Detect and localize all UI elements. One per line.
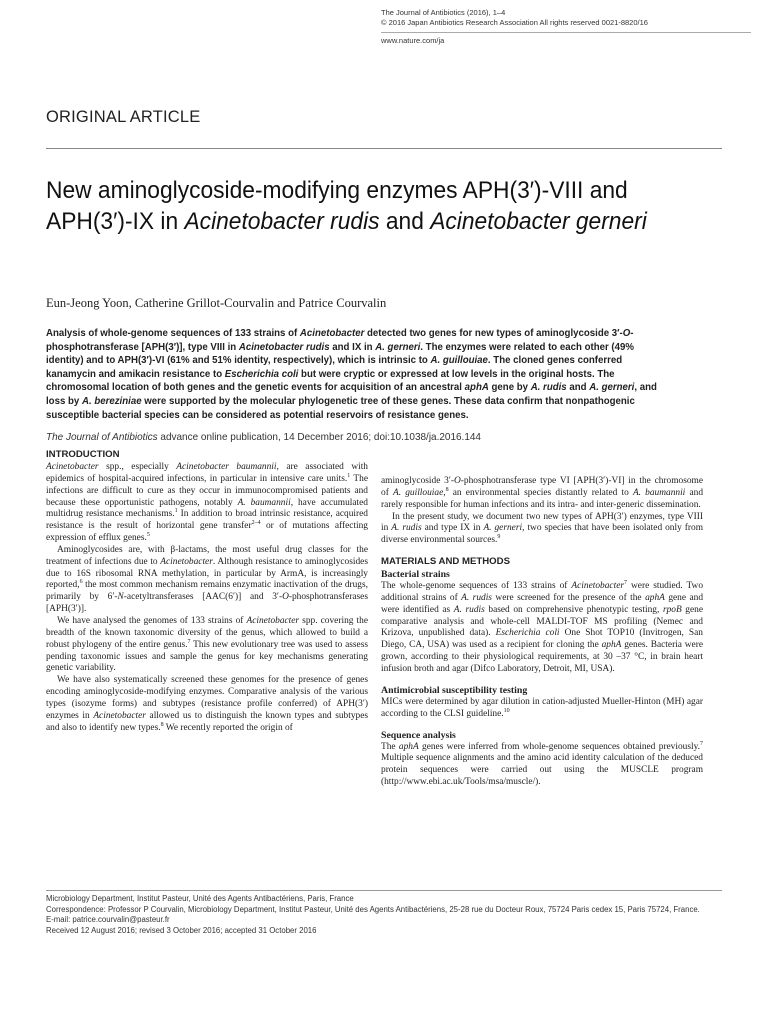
italic-term: aphA bbox=[645, 592, 665, 603]
text-run: . Although resistance to aminoglycosides due to 16S ribosomal RNA methylation, in particular by ArmA, is increasingly reported, bbox=[46, 556, 368, 591]
italic-term: Acinetobacter rudis bbox=[238, 340, 330, 353]
text-run: but were cryptic or expressed at low levels in the original hosts. The chromosomal location of both genes and the genetic events for acquisition of an ancestral bbox=[46, 367, 615, 394]
reference-number: 8 bbox=[445, 486, 449, 493]
reference-number: 9 bbox=[497, 534, 501, 541]
italic-term: Acinetobacter bbox=[160, 556, 213, 567]
email-note[interactable]: E-mail: patrice.courvalin@pasteur.fr bbox=[46, 915, 170, 925]
text-run: , two species that have been isolated only from diverse environmental sources. bbox=[381, 523, 703, 546]
methods-heading: MATERIALS AND METHODS bbox=[381, 556, 510, 568]
italic-term: aphA bbox=[464, 381, 489, 394]
text-run: In addition to broad intrinsic resistance, acquired resistance is the result of horizontal gene transfer bbox=[46, 509, 368, 532]
text-run: In the present study, we document two new types of APH(3′) enzymes, type VIII in bbox=[381, 511, 703, 534]
reference-number: 1 bbox=[347, 472, 351, 479]
article-title bbox=[46, 175, 688, 237]
title-divider bbox=[46, 148, 722, 149]
text-run: gene comparative analysis and whole-cell MALDI-TOF MS profiling (Nemec and Krizova, unpublished data). bbox=[381, 604, 703, 639]
affiliation-note: Microbiology Department, Institut Pasteur, Unité des Agents Antibactériens, Paris, France bbox=[46, 894, 354, 903]
reference-number: 7 bbox=[624, 579, 628, 586]
header-divider bbox=[381, 32, 751, 33]
text-run: gene by bbox=[488, 381, 531, 394]
bacterial-strains-text bbox=[381, 581, 703, 676]
copyright-line: © 2016 Japan Antibiotics Research Association All rights reserved 0021-8820/16 bbox=[381, 18, 648, 27]
reference-number: 6 bbox=[79, 579, 83, 586]
text-run: and bbox=[566, 381, 590, 394]
text-run: Aminoglycosides are, with β-lactams, the most useful drug classes for the treatment of infections due to bbox=[46, 544, 368, 567]
italic-term: A. gerneri bbox=[483, 523, 523, 534]
body-paragraph bbox=[46, 545, 368, 616]
italic-term: Escherichia coli bbox=[495, 628, 560, 639]
italic-term: N bbox=[117, 592, 124, 603]
body-paragraph bbox=[381, 512, 703, 548]
reference-number: 1 bbox=[174, 508, 178, 515]
introduction-heading: INTRODUCTION bbox=[46, 449, 120, 460]
text-run: genes. Bacteria were grown, according to their physiological requirements, at 30 –37 °C, in brain heart infusion broth and agar (Difco Laboratory, Detroit, MI, USA). bbox=[381, 640, 703, 674]
text-run: based on comprehensive phenotypic testing, bbox=[484, 604, 663, 615]
text-run: were supported by the molecular phylogenetic tree of these genes. These data confirm that nonpathogenic susceptible bacterial species can be considered as potential reservoirs of resistance genes. bbox=[46, 394, 635, 421]
italic-term: aphA bbox=[398, 741, 419, 752]
text-run: the most common mechanism remains enzymatic inactivation of the drugs, primarily by 6′- bbox=[46, 580, 368, 603]
text-run: and IX in bbox=[329, 340, 376, 353]
italic-term: Acinetobacter bbox=[299, 327, 365, 339]
italic-term: A. rudis bbox=[453, 604, 485, 615]
italic-term: A. rudis bbox=[530, 381, 567, 394]
journal-citation-line: The Journal of Antibiotics (2016), 1–4 bbox=[381, 8, 506, 17]
italic-term: A. guillouiae bbox=[392, 487, 444, 498]
abstract bbox=[46, 327, 668, 422]
antimicrobial-testing-heading: Antimicrobial susceptibility testing bbox=[381, 684, 528, 696]
text-run: , bbox=[443, 487, 446, 498]
body-paragraph bbox=[46, 462, 368, 545]
italic-term: A. baumannii bbox=[237, 497, 291, 508]
italic-term: A. baumannii bbox=[632, 487, 686, 498]
reference-number: 8 bbox=[160, 721, 164, 728]
text-run: and type IX in bbox=[421, 523, 484, 534]
introduction-body bbox=[46, 462, 368, 734]
italic-term: O bbox=[282, 592, 289, 603]
italic-term: Escherichia coli bbox=[224, 367, 299, 380]
text-run: We have also systematically screened these genomes for the presence of genes encoding aminoglycoside-modifying enzymes. Comparative analysis of the various types (isozyme forms) and subtypes (resistance profile conferred) of APH(3′) enzymes in bbox=[46, 675, 368, 721]
article-citation bbox=[46, 431, 688, 444]
footnote-divider bbox=[46, 890, 722, 891]
text-run: spp., especially bbox=[98, 462, 177, 472]
italic-term: O bbox=[454, 476, 461, 486]
italic-term: O bbox=[622, 327, 631, 339]
text-run: . The enzymes were related to each other (49% identity) and to APH(3′)-VI (61% and 51% identity, respectively), which is intrinsic to bbox=[46, 340, 634, 367]
reference-number: 10 bbox=[503, 707, 510, 714]
text-run: Multiple sequence alignments and the amino acid identity calculation of the deduced protein sequences were carried out using the MUSCLE program (http://www.ebi.ac.uk/Tools/msa/muscle/). bbox=[381, 753, 703, 788]
article-type: ORIGINAL ARTICLE bbox=[46, 108, 201, 126]
text-run: One Shot TOP10 (Invitrogen, San Diego, CA, USA) was used as a recipient for cloning the bbox=[381, 628, 703, 651]
text-run: , and loss by bbox=[46, 381, 657, 407]
reference-number: 2–4 bbox=[251, 520, 261, 527]
text-run: This new evolutionary tree was used to assess pending taxonomic issues and sample the genus for key mechanisms generating genetic variability. bbox=[46, 639, 368, 674]
text-run: an environmental species distantly related to bbox=[448, 487, 633, 498]
italic-term: A. rudis bbox=[391, 523, 422, 534]
italic-term: Acinetobacter baumannii bbox=[176, 462, 277, 472]
left-column bbox=[46, 449, 368, 734]
right-column bbox=[381, 476, 703, 789]
sequence-analysis-heading: Sequence analysis bbox=[381, 729, 456, 741]
text-run: The whole-genome sequences of 133 strains of bbox=[381, 581, 572, 592]
title-species-rudis: Acinetobacter rudis bbox=[184, 208, 380, 235]
text-run: detected two genes for new types of aminoglycoside 3′- bbox=[364, 327, 623, 339]
italic-term: A. gerneri bbox=[589, 381, 635, 394]
reference-number: 7 bbox=[187, 638, 191, 645]
text-run: and rarely responsible for human infections and its intra- and inter-generic dissemination. bbox=[381, 487, 704, 510]
text-run: spp. covering the breadth of the known taxonomic diversity of the genus, which allowed to build a robust phylogeny of the entire genus. bbox=[46, 615, 368, 650]
text-run: . The cloned genes conferred kanamycin and amikacin resistance to bbox=[46, 354, 623, 380]
italic-term: A. guillouiae bbox=[430, 354, 488, 367]
citation-details: advance online publication, 14 December 2016; doi:10.1038/ja.2016.144 bbox=[157, 431, 481, 443]
journal-header bbox=[381, 8, 751, 46]
text-run: -phosphotransferases [APH(3′)]. bbox=[46, 592, 368, 615]
italic-term: A. rudis bbox=[461, 592, 492, 603]
italic-term: aphA bbox=[601, 640, 622, 651]
citation-journal: The Journal of Antibiotics bbox=[46, 431, 158, 443]
body-paragraph bbox=[46, 616, 368, 675]
italic-term: Acinetobacter bbox=[93, 710, 146, 721]
italic-term: Acinetobacter bbox=[246, 615, 300, 626]
text-run: aminoglycoside 3′- bbox=[381, 476, 455, 486]
text-run: were screened for the presence of the bbox=[491, 592, 646, 603]
author-list: Eun-Jeong Yoon, Catherine Grillot-Courvalin and Patrice Courvalin bbox=[46, 296, 387, 310]
reference-number: 7 bbox=[700, 740, 704, 747]
text-run: Analysis of whole-genome sequences of 133 strains of bbox=[46, 327, 300, 339]
footnotes bbox=[46, 894, 726, 936]
italic-term: Acinetobacter bbox=[571, 581, 625, 592]
text-run: -phosphotransferase type VI [APH(3′)-VI] in the chromosome of bbox=[381, 476, 703, 498]
section-spacer bbox=[381, 721, 703, 730]
text-run: , have accumulated multidrug resistance mechanisms. bbox=[46, 497, 368, 520]
text-run: genes were inferred from whole-genome sequences obtained previously. bbox=[418, 741, 701, 752]
text-run: We recently reported the origin of bbox=[163, 722, 293, 733]
text-run: allowed us to distinguish the known types and subtypes and also to identify new types. bbox=[46, 710, 369, 733]
title-text-part1: New aminoglycoside-modifying enzymes APH(3′)-VIII and APH(3′)-IX in bbox=[46, 177, 628, 235]
body-paragraph bbox=[381, 476, 703, 512]
italic-term: Acinetobacter bbox=[46, 462, 99, 472]
body-paragraph bbox=[46, 675, 368, 734]
text-run: MICs were determined by agar dilution in cation-adjusted Mueller-Hinton (MH) agar according to the CLSI guideline. bbox=[381, 696, 703, 719]
italic-term: A. bereziniae bbox=[81, 394, 142, 407]
title-species-gerneri: Acinetobacter gerneri bbox=[430, 208, 647, 235]
text-run: -phosphotransferase [APH(3′)], type VIII in bbox=[46, 327, 634, 353]
reference-number: 5 bbox=[146, 531, 150, 538]
text-run: or of mutations affecting expression of efflux genes. bbox=[46, 521, 368, 544]
italic-term: rpoB bbox=[662, 604, 682, 615]
italic-term: A. gerneri bbox=[375, 340, 421, 353]
bacterial-strains-heading: Bacterial strains bbox=[381, 569, 450, 581]
introduction-continued bbox=[381, 476, 703, 547]
title-text-part2: and bbox=[379, 208, 431, 235]
section-spacer bbox=[381, 676, 703, 685]
correspondence-note: Correspondence: Professor P Courvalin, Microbiology Department, Institut Pasteur, Unité des Agents Antibactériens, 25-28 rue du Docteur Roux, 75724 Paris cedex 15, Paris 75724, France. bbox=[46, 904, 700, 914]
journal-url[interactable]: www.nature.com/ja bbox=[381, 36, 445, 45]
text-run: were studied. Two additional strains of bbox=[381, 581, 704, 603]
received-dates-note: Received 12 August 2016; revised 3 October 2016; accepted 31 October 2016 bbox=[46, 925, 317, 935]
text-run: , are associated with epidemics of hospital-acquired infections, in particular in intensive care units. bbox=[46, 462, 368, 484]
section-spacer bbox=[381, 547, 703, 556]
antimicrobial-testing-text bbox=[381, 697, 703, 721]
text-run: The bbox=[381, 741, 399, 752]
text-run: -acetyltransferases [AAC(6′)] and 3′- bbox=[123, 592, 283, 603]
text-run: The infections are difficult to cure as they occur in immunocompromised patients and because these opportunistic pathogens, notably bbox=[46, 473, 368, 508]
text-run: gene and were identified as bbox=[381, 592, 704, 615]
sequence-analysis-text bbox=[381, 742, 703, 789]
text-run: We have analysed the genomes of 133 strains of bbox=[57, 615, 247, 626]
